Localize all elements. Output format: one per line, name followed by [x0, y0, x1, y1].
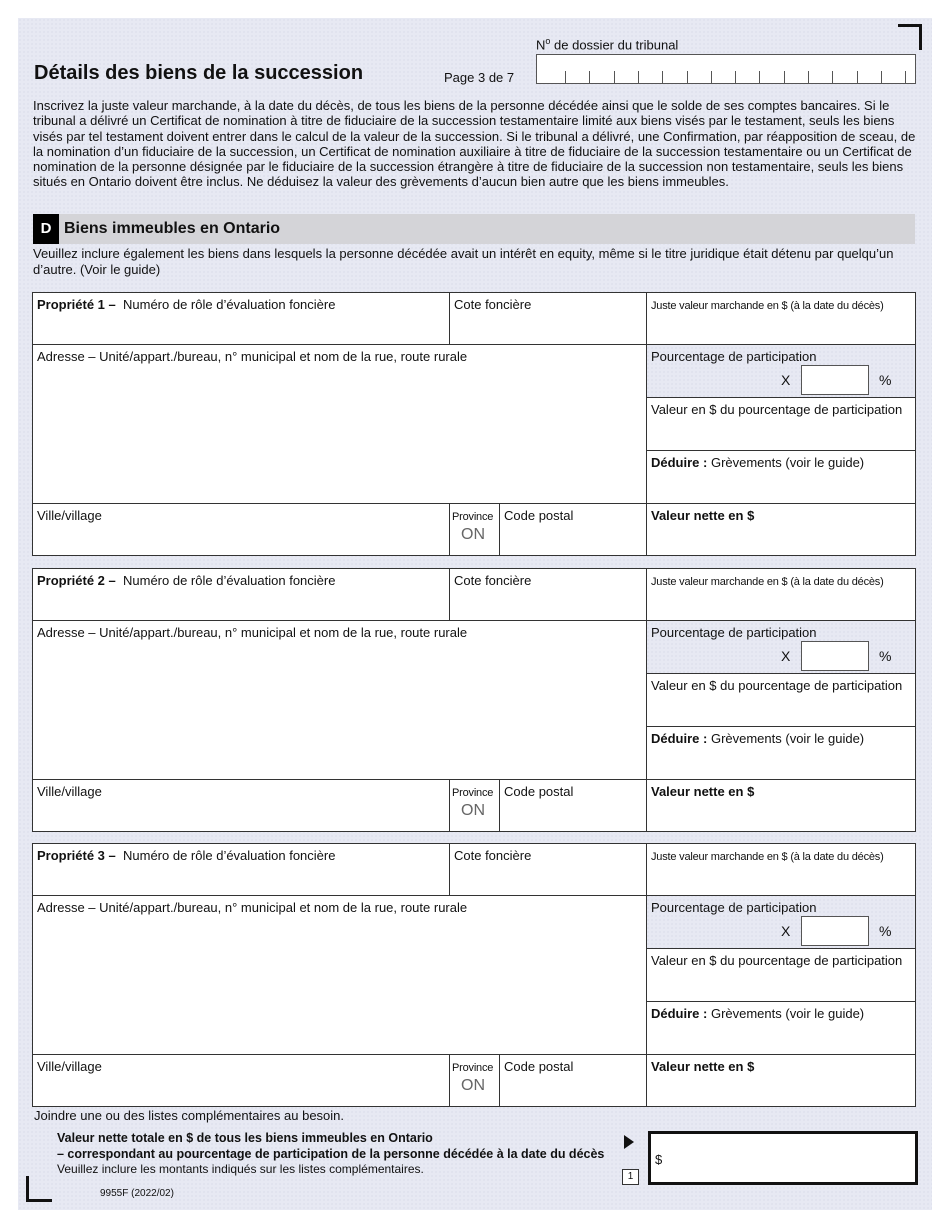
file-number-tick	[784, 71, 785, 83]
roll-number-field[interactable]	[32, 843, 450, 896]
deduct-label: Déduire :	[651, 1006, 708, 1021]
property-title: Propriété 3 –	[37, 848, 116, 863]
city-label: Ville/village	[37, 784, 102, 799]
address-field[interactable]	[32, 344, 647, 504]
file-number-tick	[832, 71, 833, 83]
file-number-tick	[638, 71, 639, 83]
fair-market-value-label: Juste valeur marchande en $ (à la date du décès)	[651, 851, 884, 863]
file-number-tick	[565, 71, 566, 83]
dollar-sign: $	[655, 1152, 663, 1167]
pin-label: Cote foncière	[454, 297, 532, 312]
intro-paragraph: Inscrivez la juste valeur marchande, à la date du décès, de tous les biens de la personne décédée ainsi que le solde de ses comptes bancaires. Si le tribunal a délivré un Certificat de nomination à titre de fiduciaire de la succession testamentaire limité aux biens visés par le testament, seuls les biens visés par tel testament doivent entrer dans le calcul de la valeur de la succession. Si le tribunal a délivré, une Confirmation, par réapposition de sceau, de la nomination d’un fiduciaire de la succession, un Certificat de nomination auxiliaire à titre de fiduciaire de la succession testamentaire ou un Certificat de nomination de la personne désignée par le fiduciaire de la succession étrangère à titre de fiduciaire de la succession non testamentaire, seuls les biens situés en Ontario doivent être inclus. Ne déduisez la valeur des grèvements d’aucun bien autre que les biens immeubles.	[33, 98, 916, 190]
fair-market-value-field[interactable]	[646, 568, 916, 621]
percentage-value-label: Valeur en $ du pourcentage de participation	[651, 953, 903, 968]
province-value: ON	[461, 1077, 485, 1094]
pin-field[interactable]	[449, 843, 647, 896]
file-number-tick	[614, 71, 615, 83]
file-number-tick	[808, 71, 809, 83]
net-value-field[interactable]	[646, 779, 916, 832]
city-label: Ville/village	[37, 508, 102, 523]
ownership-percentage-label: Pourcentage de participation	[651, 349, 817, 364]
fair-market-value-label: Juste valeur marchande en $ (à la date du décès)	[651, 576, 884, 588]
province-field	[449, 1054, 500, 1107]
ownership-percentage-label: Pourcentage de participation	[651, 625, 817, 640]
deduct-label: Déduire :	[651, 455, 708, 470]
encumbrances-field[interactable]	[646, 726, 916, 780]
ownership-percentage-input[interactable]	[801, 916, 869, 946]
percentage-value-field[interactable]	[646, 397, 916, 451]
net-value-field[interactable]	[646, 1054, 916, 1107]
file-number-tick	[687, 71, 688, 83]
encumbrances-field[interactable]	[646, 450, 916, 504]
roll-number-label: Numéro de rôle d’évaluation foncière	[123, 297, 336, 312]
percentage-value-field[interactable]	[646, 948, 916, 1002]
address-field[interactable]	[32, 620, 647, 780]
postal-code-label: Code postal	[504, 508, 574, 523]
property-title: Propriété 1 –	[37, 297, 116, 312]
net-value-field[interactable]	[646, 503, 916, 556]
total-net-value-input[interactable]	[648, 1131, 918, 1185]
fair-market-value-label: Juste valeur marchande en $ (à la date du décès)	[651, 300, 884, 312]
file-number-tick	[881, 71, 882, 83]
postal-code-label: Code postal	[504, 1059, 574, 1074]
pin-field[interactable]	[449, 292, 647, 345]
property-block	[32, 568, 916, 832]
total-label: Valeur nette totale en $ de tous les biens immeubles en Ontario	[57, 1131, 433, 1145]
file-number-tick	[735, 71, 736, 83]
deduct-label: Déduire :	[651, 731, 708, 746]
file-number-tick	[759, 71, 760, 83]
postal-code-label: Code postal	[504, 784, 574, 799]
arrow-right-icon	[624, 1135, 634, 1149]
section-title: Biens immeubles en Ontario	[64, 220, 281, 237]
ownership-percentage-input[interactable]	[801, 641, 869, 671]
encumbrances-label: Grèvements (voir le guide)	[707, 731, 865, 746]
percent-sign: %	[879, 648, 892, 664]
ownership-percentage-label: Pourcentage de participation	[651, 900, 817, 915]
property-block	[32, 843, 916, 1107]
page-title: Détails des biens de la succession	[34, 62, 364, 84]
postal-code-field[interactable]	[499, 503, 647, 556]
section-note: Veuillez inclure également les biens dans lesquels la personne décédée avait un intérêt en equity, même si le titre juridique était détenu par quelqu’un d’autre. (Voir le guide)	[33, 246, 894, 277]
roll-number-label: Numéro de rôle d’évaluation foncière	[123, 848, 336, 863]
city-field[interactable]	[32, 1054, 450, 1107]
address-field[interactable]	[32, 895, 647, 1055]
property-block	[32, 292, 916, 556]
percent-sign: %	[879, 923, 892, 939]
page-number: Page 3 de 7	[444, 70, 515, 85]
pin-field[interactable]	[449, 568, 647, 621]
pin-label: Cote foncière	[454, 573, 532, 588]
roll-number-field[interactable]	[32, 292, 450, 345]
percentage-value-label: Valeur en $ du pourcentage de participation	[651, 678, 903, 693]
property-title: Propriété 2 –	[37, 573, 116, 588]
encumbrances-label: Grèvements (voir le guide)	[707, 455, 865, 470]
fair-market-value-field[interactable]	[646, 843, 916, 896]
ownership-percentage-cell	[646, 620, 916, 674]
file-number-tick	[711, 71, 712, 83]
corner-mark-top-right	[898, 24, 922, 50]
net-value-label: Valeur nette en $	[651, 1059, 755, 1074]
city-field[interactable]	[32, 503, 450, 556]
ownership-percentage-cell	[646, 344, 916, 398]
address-label: Adresse – Unité/appart./bureau, n° municipal et nom de la rue, route rurale	[37, 349, 468, 364]
province-label: Province	[452, 511, 494, 523]
province-label: Province	[452, 787, 494, 799]
roll-number-label: Numéro de rôle d’évaluation foncière	[123, 573, 336, 588]
court-file-number-input[interactable]	[536, 54, 916, 84]
province-field	[449, 779, 500, 832]
city-label: Ville/village	[37, 1059, 102, 1074]
province-value: ON	[461, 526, 485, 543]
file-number-tick	[589, 71, 590, 83]
line-number-badge: 1	[622, 1169, 639, 1185]
encumbrances-label: Grèvements (voir le guide)	[707, 1006, 865, 1021]
address-label: Adresse – Unité/appart./bureau, n° municipal et nom de la rue, route rurale	[37, 900, 468, 915]
net-value-label: Valeur nette en $	[651, 508, 755, 523]
postal-code-field[interactable]	[499, 1054, 647, 1107]
total-sublabel: – correspondant au pourcentage de participation de la personne décédée à la date du décès	[57, 1147, 605, 1161]
file-number-tick	[905, 71, 906, 83]
net-value-label: Valeur nette en $	[651, 784, 755, 799]
total-instruction: Veuillez inclure les montants indiqués sur les listes complémentaires.	[57, 1162, 424, 1176]
form-number: 9955F (2022/02)	[100, 1188, 174, 1199]
file-number-tick	[857, 71, 858, 83]
section-letter: D	[33, 214, 59, 244]
encumbrances-field[interactable]	[646, 1001, 916, 1055]
province-value: ON	[461, 802, 485, 819]
fair-market-value-field[interactable]	[646, 292, 916, 345]
percent-sign: %	[879, 372, 892, 388]
multiply-sign: X	[781, 648, 791, 664]
corner-mark-bottom-left	[26, 1176, 52, 1202]
postal-code-field[interactable]	[499, 779, 647, 832]
province-label: Province	[452, 1062, 494, 1074]
percentage-value-label: Valeur en $ du pourcentage de participation	[651, 402, 903, 417]
ownership-percentage-cell	[646, 895, 916, 949]
attach-note: Joindre une ou des listes complémentaires au besoin.	[34, 1108, 345, 1123]
multiply-sign: X	[781, 372, 791, 388]
multiply-sign: X	[781, 923, 791, 939]
file-number-tick	[662, 71, 663, 83]
ownership-percentage-input[interactable]	[801, 365, 869, 395]
city-field[interactable]	[32, 779, 450, 832]
percentage-value-field[interactable]	[646, 673, 916, 727]
address-label: Adresse – Unité/appart./bureau, n° municipal et nom de la rue, route rurale	[37, 625, 468, 640]
pin-label: Cote foncière	[454, 848, 532, 863]
court-file-label: $N^o$ de dossier du tribunal	[536, 36, 679, 53]
roll-number-field[interactable]	[32, 568, 450, 621]
province-field	[449, 503, 500, 556]
